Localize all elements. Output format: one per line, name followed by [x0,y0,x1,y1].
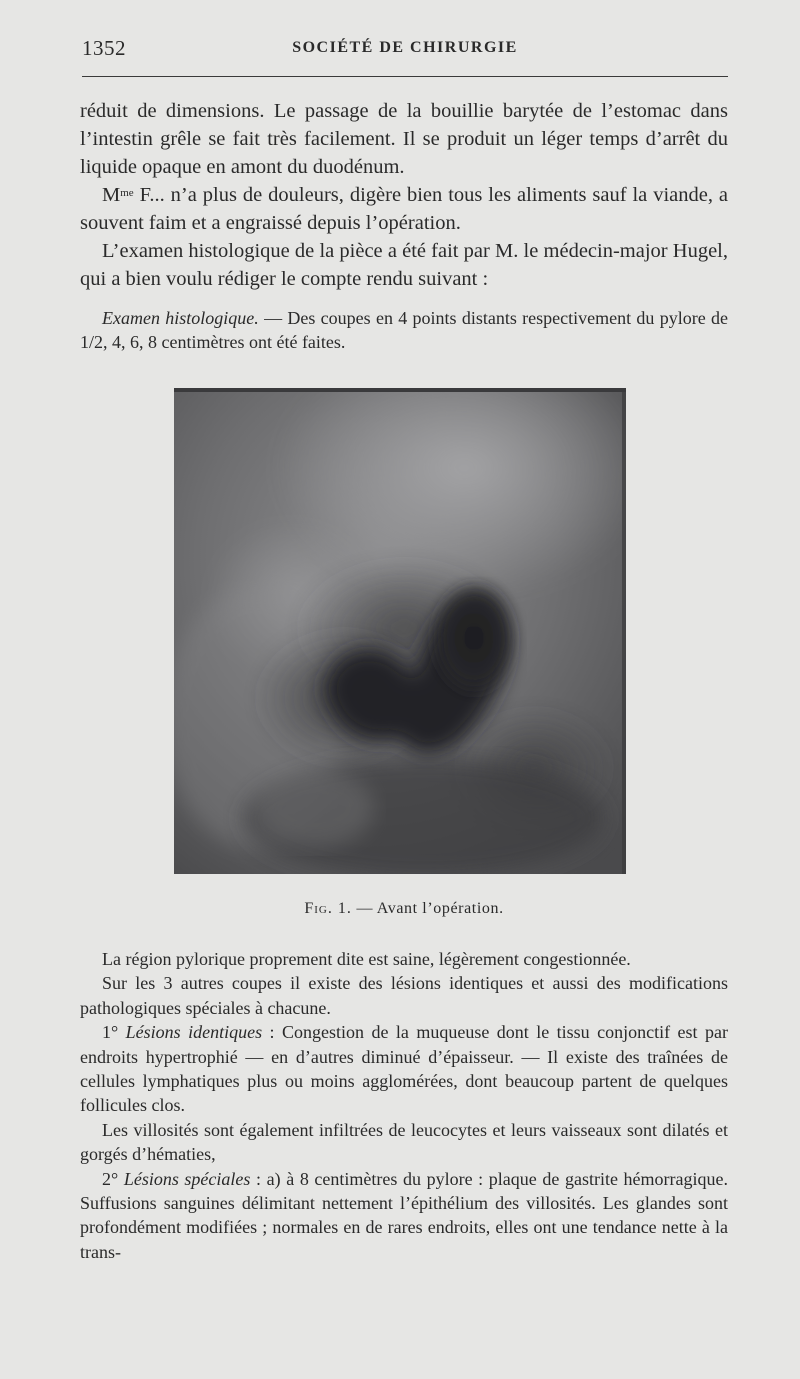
item-number-2: 2° [102,1168,119,1189]
radiograph-image [174,388,626,874]
special-lesions-text: : a) à 8 centimètres du pylore : plaque de gastrite hémorragique. Suffusions sanguines délimitant nettement l’épithélium des villosités. Les glandes sont profondément modifiées ; normales en de rares endroits, elles ont une tendance nette à la trans- [80,1168,729,1262]
radiograph-figure [174,388,626,874]
paragraph-histology-intro: L’examen histologique de la pièce a été fait par M. le médecin-major Hugel, qui a bien voulu rédiger le compte rendu suivant : [80,240,728,290]
figure-label: Fig. 1. [304,900,352,917]
page-header [82,36,728,66]
item-number-1: 1° [102,1022,119,1043]
running-title: SOCIÉTÉ DE CHIRURGIE [292,39,518,56]
histology-lead [80,306,728,355]
histology-exam-text: — Des coupes en 4 points distants respectivement du pylore de 1/2, 4, 6, 8 centimètres ont été faites. [80,308,728,353]
paragraph-villosities: Les villosités sont également infiltrées de leucocytes et leurs vaisseaux sont dilatés et gorgés d’hématies, [80,1119,728,1165]
paragraph-patient-status [80,181,728,237]
paragraph-pyloric-region: La région pylorique proprement dite est saine, légèrement congestionnée. [102,949,631,969]
paragraph-histology-exam [80,306,728,355]
special-lesions-heading: Lésions spéciales [123,1168,251,1189]
paragraph-other-sections: Sur les 3 autres coupes il existe des lésions identiques et aussi des modifications pathologiques spéciales à chacune. [80,973,728,1018]
identical-lesions-text: : Congestion de la muqueuse dont le tissu conjonctif est par endroits hypertrophié — en d’autres diminué d’épaisseur. — Il existe des traînées de cellules lymphatiques plus ou moins agglomérées, dont beaucoup partent de quelques follicules clos. [80,1022,728,1116]
paragraph-radiology: réduit de dimensions. Le passage de la bouillie barytée de l’estomac dans l’intestin grêle se fait très facilement. Il se produit un léger temps d’arrêt du liquide opaque en amont du duodénum. [80,100,728,178]
opening-paragraphs [80,97,728,293]
page-number: 1352 [82,36,126,60]
histology-findings [80,947,728,1264]
paragraph-identical-lesions [80,1020,728,1118]
figure-caption [80,900,728,918]
honorific-superscript: me [120,187,134,199]
histology-heading: Examen histologique. [102,308,259,328]
paragraph-special-lesions [80,1167,728,1265]
header-rule [82,76,728,77]
patient-status-text: F... n’a plus de douleurs, digère bien tous les aliments sauf la viande, a souvent faim et a engraissé depuis l’opération. [80,184,728,234]
identical-lesions-heading: Lésions identiques [125,1022,263,1043]
figure-caption-text: — Avant l’opération. [351,900,504,917]
honorific: M [102,184,121,206]
